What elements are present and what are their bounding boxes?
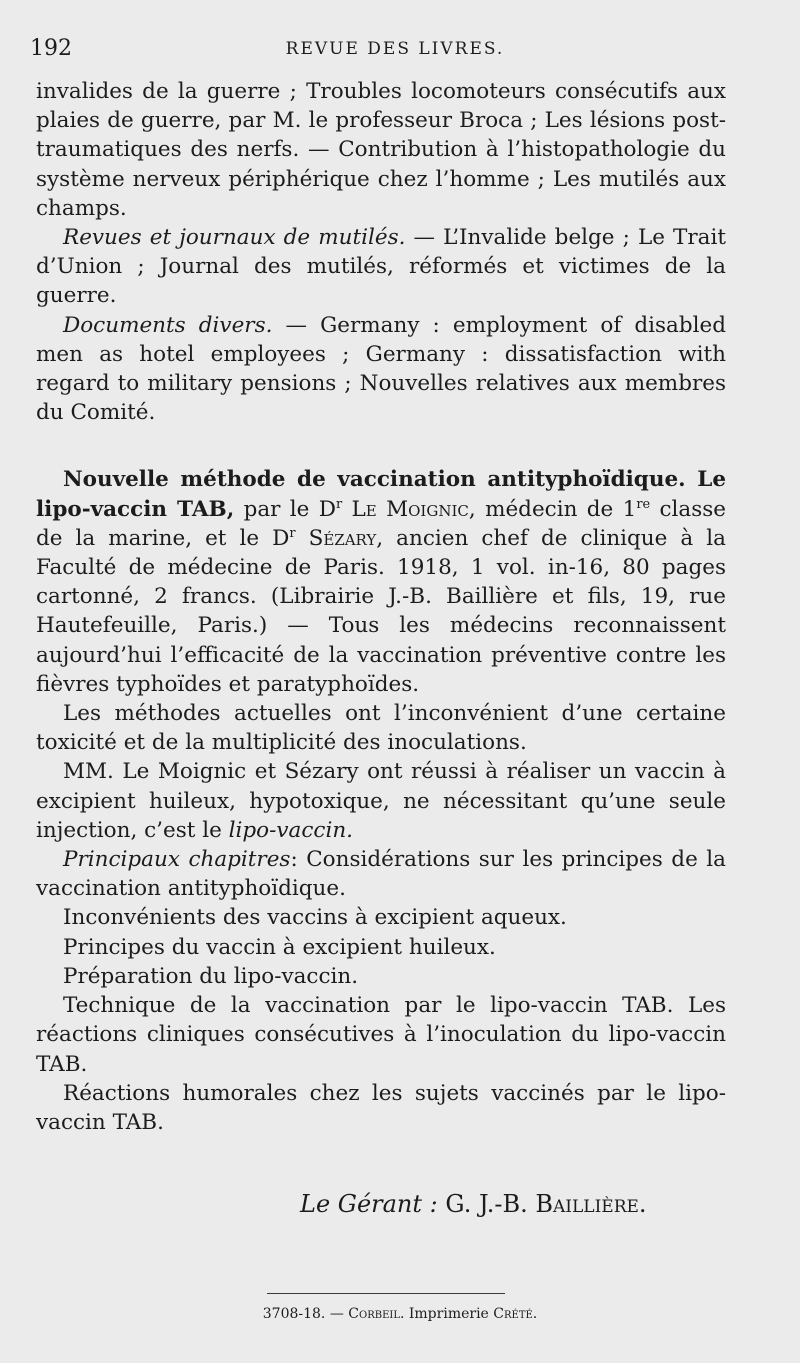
review-text-3: classe de la marine, et le D <box>36 496 726 551</box>
signature-name: Baillière. <box>535 1190 647 1218</box>
page-header <box>30 36 760 66</box>
imprint-printer: Imprimerie <box>408 1306 489 1322</box>
chapter-item: Principes du vaccin à excipient huileux. <box>63 934 496 960</box>
review-title: Nouvelle méthode de vaccination antityphoïdique. Le lipo-vaccin TAB, <box>36 467 726 522</box>
imprint-printer-name: Crété. <box>493 1306 538 1322</box>
chapter-item: Inconvénients des vaccins à excipient aqueux. <box>63 905 567 931</box>
chapters-paragraph <box>36 845 726 903</box>
body-text <box>36 77 726 1137</box>
review-heading-paragraph <box>36 465 726 699</box>
journals-text: — L’Invalide belge ; Le Trait d’Union ; Journal des mutilés, réformés et victimes de la guerre. <box>36 225 726 309</box>
journals-label: Revues et journaux de mutilés. <box>63 225 406 251</box>
review-text-4: , ancien chef de clinique à la Faculté de médecine de Paris. 1918, 1 vol. in-16, 80 pages cartonné, 2 francs. (Librairie J.-B. Baillière et fils, 19, rue Hautefeuille, Paris.) — Tous les médecins reconnaissent aujourd’hui l’efficacité de la vaccination préventive contre les fièvres typhoïdes et paratyphoïdes. <box>36 525 726 697</box>
documents-label: Documents divers. <box>63 312 273 338</box>
author-le-moignic: Le Moignic <box>351 496 469 522</box>
chapter-item: Préparation du lipo-vaccin. <box>63 963 359 989</box>
lipo-vaccin-paragraph <box>36 757 726 845</box>
lipo-vaccin-text: MM. Le Moignic et Sézary ont réussi à réaliser un vaccin à excipient huileux, hypotoxique, ne nécessitant qu’une seule injection, c’est le <box>36 759 726 843</box>
mutiles-books-paragraph: invalides de la guerre ; Troubles locomoteurs consécutifs aux plaies de guerre, par M. le professeur Broca ; Les lésions post-traumatiques des nerfs. — Contribution à l’histopathologie du système nerveux périphérique chez l’homme ; Les mutilés aux champs. <box>36 79 726 221</box>
chapters-text: : Considérations sur les principes de la vaccination antityphoïdique. <box>36 847 726 902</box>
imprint-city: Corbeil. <box>348 1306 405 1322</box>
author-sezary: Sézary <box>308 525 377 551</box>
chapter-item: Réactions humorales chez les sujets vaccinés par le lipo-vaccin TAB. <box>36 1080 726 1135</box>
methods-paragraph: Les méthodes actuelles ont l’inconvénient d’une certaine toxicité et de la multiplicité des inoculations. <box>36 701 726 756</box>
review-text-1: par le D <box>234 496 336 522</box>
lipo-vaccin-term: lipo-vaccin. <box>228 817 354 843</box>
footer-rule <box>267 1293 505 1294</box>
sup-dr-1: r <box>336 496 343 512</box>
section-gap <box>36 427 726 465</box>
printer-imprint: 3708-18. — Corbeil. Imprimerie Crété. <box>262 1306 538 1322</box>
signature <box>300 1190 647 1218</box>
documents-paragraph <box>36 311 726 428</box>
imprint-code: 3708-18. <box>262 1306 326 1322</box>
page-number: 192 <box>30 36 72 61</box>
journals-paragraph <box>36 223 726 311</box>
chapter-item: Technique de la vaccination par le lipo-vaccin TAB. Les réactions cliniques consécutives à l’inoculation du lipo-vaccin TAB. <box>36 993 726 1077</box>
review-text-2: , médecin de 1 <box>468 496 637 522</box>
sup-re: re <box>636 496 651 512</box>
documents-text: — Germany : employment of disabled men as hotel employees ; Germany : dissatisfaction with regard to military pensions ; Nouvelles relatives aux membres du Comité. <box>36 312 726 426</box>
signature-label: Le Gérant : <box>300 1190 438 1218</box>
running-head: REVUE DES LIVRES. <box>285 39 505 59</box>
signature-initials: G. J.-B. <box>445 1190 528 1218</box>
chapters-label: Principaux chapitres <box>63 847 291 873</box>
sup-dr-2: r <box>289 525 296 541</box>
